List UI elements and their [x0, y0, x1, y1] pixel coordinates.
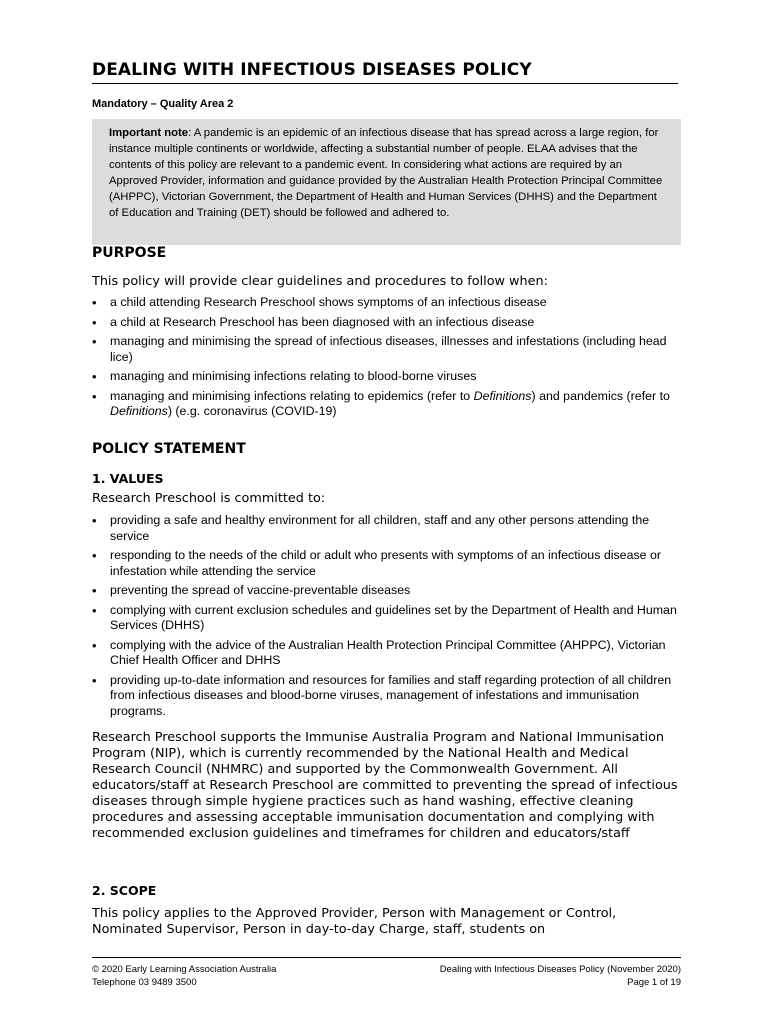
values-heading: 1. VALUES — [92, 471, 164, 486]
list-item: • providing up-to-date information and resources for families and staff regarding protection of all children from infectious diseases and blood-borne viruses, management of infestations and immunisation programs. — [92, 673, 682, 720]
footer-left — [92, 963, 276, 989]
list-item: • providing a safe and healthy environment for all children, staff and any other persons attending the service — [92, 513, 682, 544]
list-item: • managing and minimising the spread of infectious diseases, illnesses and infestations (including head lice) — [92, 334, 682, 365]
list-item-text: managing and minimising infections relating to epidemics (refer to — [110, 388, 474, 403]
important-note-box — [92, 119, 681, 245]
list-item: • a child at Research Preschool has been diagnosed with an infectious disease — [92, 315, 682, 331]
document-subtitle: Mandatory – Quality Area 2 — [92, 98, 234, 110]
footer-divider — [92, 957, 681, 958]
definitions-reference: Definitions — [473, 388, 532, 403]
list-item: • complying with the advice of the Australian Health Protection Principal Committee (AHPPC), Victorian Chief Health Officer and DHHS — [92, 638, 682, 669]
list-item-text: ) (e.g. coronavirus (COVID-19) — [167, 404, 337, 418]
important-note-label: Important note — [109, 127, 189, 139]
purpose-list — [92, 295, 682, 424]
document-title: DEALING WITH INFECTIOUS DISEASES POLICY — [92, 60, 678, 84]
footer-page-number: Page 1 of 19 — [627, 977, 681, 988]
footer-telephone: Telephone 03 9489 3500 — [92, 977, 197, 988]
scope-text: This policy applies to the Approved Provider, Person with Management or Control, Nominated Supervisor, Person in day-to-day Charge, staff, students on — [92, 906, 617, 937]
list-item: • managing and minimising infections relating to blood-borne viruses — [92, 369, 682, 385]
footer-right — [400, 963, 681, 989]
values-list — [92, 513, 682, 723]
list-item: • a child attending Research Preschool shows symptoms of an infectious disease — [92, 295, 682, 311]
purpose-heading: PURPOSE — [92, 245, 167, 261]
list-item: • complying with current exclusion schedules and guidelines set by the Department of Health and Human Services (DHHS) — [92, 603, 682, 634]
list-item — [92, 389, 682, 420]
list-item: • responding to the needs of the child or adult who presents with symptoms of an infectious disease or infestation while attending the service — [92, 548, 682, 579]
footer-copyright: © 2020 Early Learning Association Australia — [92, 964, 277, 975]
footer-document-name: Dealing with Infectious Diseases Policy (November 2020) — [439, 964, 681, 975]
definitions-reference: Definitions — [110, 404, 168, 418]
scope-heading: 2. SCOPE — [92, 883, 157, 898]
list-item: • preventing the spread of vaccine-preventable diseases — [92, 583, 682, 599]
values-intro: Research Preschool is committed to: — [92, 491, 326, 506]
purpose-intro: This policy will provide clear guidelines and procedures to follow when: — [92, 274, 548, 289]
important-note-text: : A pandemic is an epidemic of an infectious disease that has spread across a large region, for instance multiple continents or worldwide, affecting a substantial number of people. ELAA advises that the contents of this policy are relevant to a pandemic event. In considering what actions are required by an Approved Provider, information and guidance provided by the Australian Health Protection Principal Committee (AHPPC), Victorian Government, the Department of Health and Human Services (DHHS) and the Department of Education and Training (DET) should be followed and adhered to. — [109, 127, 663, 219]
policy-statement-heading: POLICY STATEMENT — [92, 441, 246, 457]
values-paragraph: Research Preschool supports the Immunise Australia Program and National Immunisation Program (NIP), which is currently recommended by the National Health and Medical Research Council (NHMRC) and supported by the Commonwealth Government. All educators/staff at Research Preschool are committed to preventing the spread of infectious diseases through simple hygiene practices such as hand washing, effective cleaning procedures and assessing acceptable immunisation documentation and complying with recommended exclusion guidelines and timeframes for children and educators/staff — [92, 730, 678, 841]
list-item-text: ) and pandemics (refer to — [531, 388, 670, 403]
